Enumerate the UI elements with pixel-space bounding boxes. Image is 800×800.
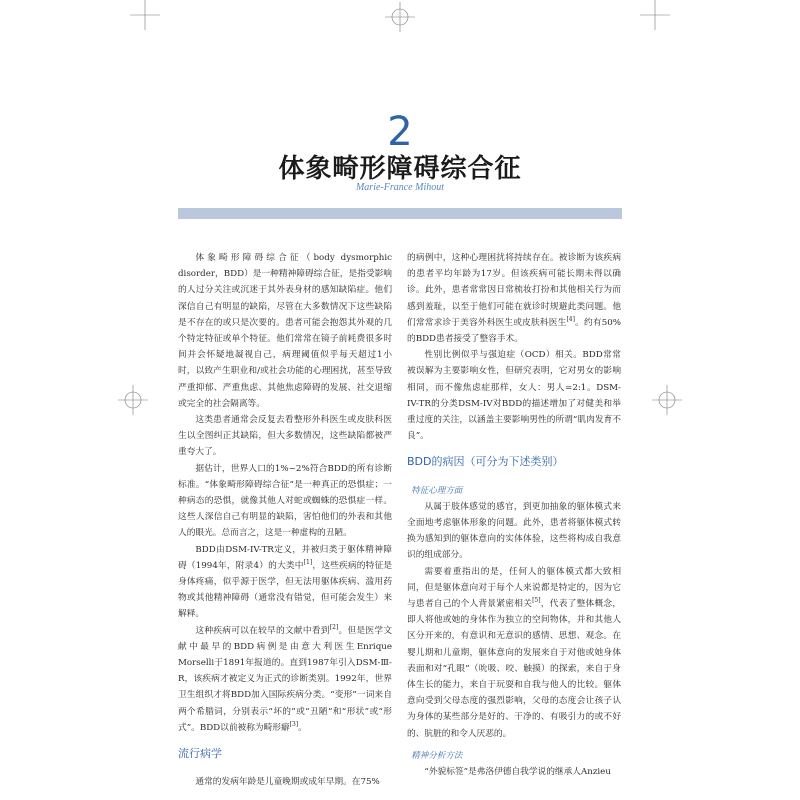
registration-mark-top-icon [385, 2, 415, 32]
citation-ref: [5] [532, 597, 541, 605]
section-heading-etiology: BDD的病因（可分为下述类别） [407, 455, 564, 469]
text-span: 这种疾病可以在较早的文献中看到 [195, 625, 330, 636]
text-span: BDD由DSM-IV-TR定义，并被归类于躯体精神障碍（1994年，附录4）的大类中 [178, 544, 392, 571]
paragraph: 性别比例似乎与强迫症（OCD）相关。BDD常常被误解为主要影响女性，但研究表明，它对男女的影响相同，而不像焦虑症那样，女人：男人=2:1。DSM-IV-TR的分类DSM-IV对BDD的描述增加了对健美和举重过度的关注，以涵盖主要影响男性的所谓“肌肉发育不良”。 [407, 350, 621, 442]
paragraph: 这类患者通常会反复去看整形外科医生或皮肤科医生以全图纠正其缺陷，但大多数情况，这些缺陷都被严重夸大了。 [178, 415, 392, 458]
registration-mark-right-icon [652, 385, 682, 415]
paragraph: 从属于肢体感觉的感官，到更加抽象的躯体模式来全面地考虑躯体形象的问题。此外，患者将躯体模式转换为感知到的躯体意向的实体体验，这些将构成自我意识的组成部分。 [407, 501, 621, 561]
subheading-psychoanalysis: 精神分析方法 [411, 750, 463, 761]
subheading-psychology: 特征心理方面 [411, 485, 463, 496]
right-column [407, 250, 621, 780]
text-span: 。 [298, 722, 307, 733]
citation-ref: [3] [289, 721, 299, 728]
left-column [178, 250, 392, 791]
paragraph: 体象畸形障碍综合征（body dysmorphic disorder，BDD）是一种精神障碍综合征，是指受影响的人过分关注或沉迷于其外表身材的感知缺陷症。他们深信自己有明显的缺陷，尽管在大多数情况下这些缺陷是不存在的或只是次要的。患者可能会抱怨其外观的几个特定特征或单个特征。他们常常在镜子前耗费很多时间并会怀疑地凝视自己，病理阈值似乎每天超过1小时，以致产生职业和/或社会功能的心理困扰，甚至导致严重抑郁、严重焦虑、其他焦虑障碍的发展、社交退缩或完全的社会隔离等。 [178, 253, 392, 409]
paragraph: “外貌标签”是弗洛伊德自我学说的继承人Anzieu [424, 767, 611, 778]
crop-mark-top-right-icon [640, 0, 670, 30]
title-divider-bar [178, 208, 622, 219]
paragraph: 据估计，世界人口的1%~2%符合BDD的所有诊断标准。“体象畸形障碍综合征”是一种真正的恐惧症；一种病态的恐惧，就像其他人对蛇或蜘蛛的恐惧症一样。这些人深信自己有明显的缺陷，害怕他们的外表和其他人的眼光。总而言之，这是一种虚构的丑陋。 [178, 463, 392, 539]
paragraph [407, 564, 621, 742]
paragraph [407, 250, 621, 347]
chapter-number: 2 [387, 109, 413, 155]
text-span: ，这些疾病的特征是身体疼痛，似乎源于医学，但无法用躯体疾病、滥用药物或其他精神障碍（通常没有错觉，但可能会发生）来解释。 [178, 560, 393, 620]
section-heading-epidemiology: 流行病学 [178, 747, 222, 761]
citation-ref: [4] [566, 315, 575, 323]
registration-mark-left-icon [118, 385, 148, 415]
paragraph: 通常的发病年龄是儿童晚期或成年早期。在75% [195, 777, 380, 788]
text-span: 需要着重指出的是，任何人的躯体模式都大致相同，但是躯体意向对于每个人来说都是特定的，因为它与患者自己的个人背景紧密相关 [407, 566, 621, 610]
citation-ref: [2] [329, 623, 339, 631]
paragraph [178, 542, 392, 623]
text-span: 。约有50%的BDD患者接受了整容手术。 [407, 317, 622, 345]
citation-ref: [1] [303, 558, 313, 566]
paragraph [178, 623, 392, 736]
text-span: 。但是医学文献中最早的BDD病例是由意大利医生Enrique Morselli于1891年报道的。直到1987年引入DSM-Ⅲ-R，该疾病才被定义为正式的诊断类别。1992年，世界卫生组织才将BDD加入国际疾病分类。“变形”一词来自两个希腊词，分别表示“坏的”或“丑陋”和“形状”或“形式”。BDD以前被称为畸形癖 [178, 625, 393, 733]
crop-mark-top-left-icon [130, 0, 160, 30]
text-span: ，代表了整体概念，即人将他或她的身体作为独立的空间物体，并和其他人区分开来的，有意识和无意识的感情、思想、观念。在婴儿期和儿童期，躯体意向的发展来自于对他或她身体表面和对“孔眼”（吮吸、咬、触摸）的探索，来自于身体生长的能力，来自于玩耍和自我与他人的比较。躯体意向受到父母态度的强烈影响，父母的态度会让孩子认为身体的某些部分是好的、干净的、有吸引力的或不好的、肮脏的和令人厌恶的。 [407, 599, 622, 739]
text-span: 的病例中，这种心理困扰将持续存在。被诊断为该疾病的患者平均年龄为17岁。但该疾病可能长期未得以确诊。此外，患者常常因日常梳妆打扮和其他相关行为而感到羞耻，以至于他们可能在就诊时规避此类问题。他们常常求诊于美容外科医生或皮肤科医生 [407, 253, 621, 328]
chapter-title: 体象畸形障碍综合征 [278, 154, 522, 184]
chapter-author: Marie-France Mihout [355, 182, 445, 193]
